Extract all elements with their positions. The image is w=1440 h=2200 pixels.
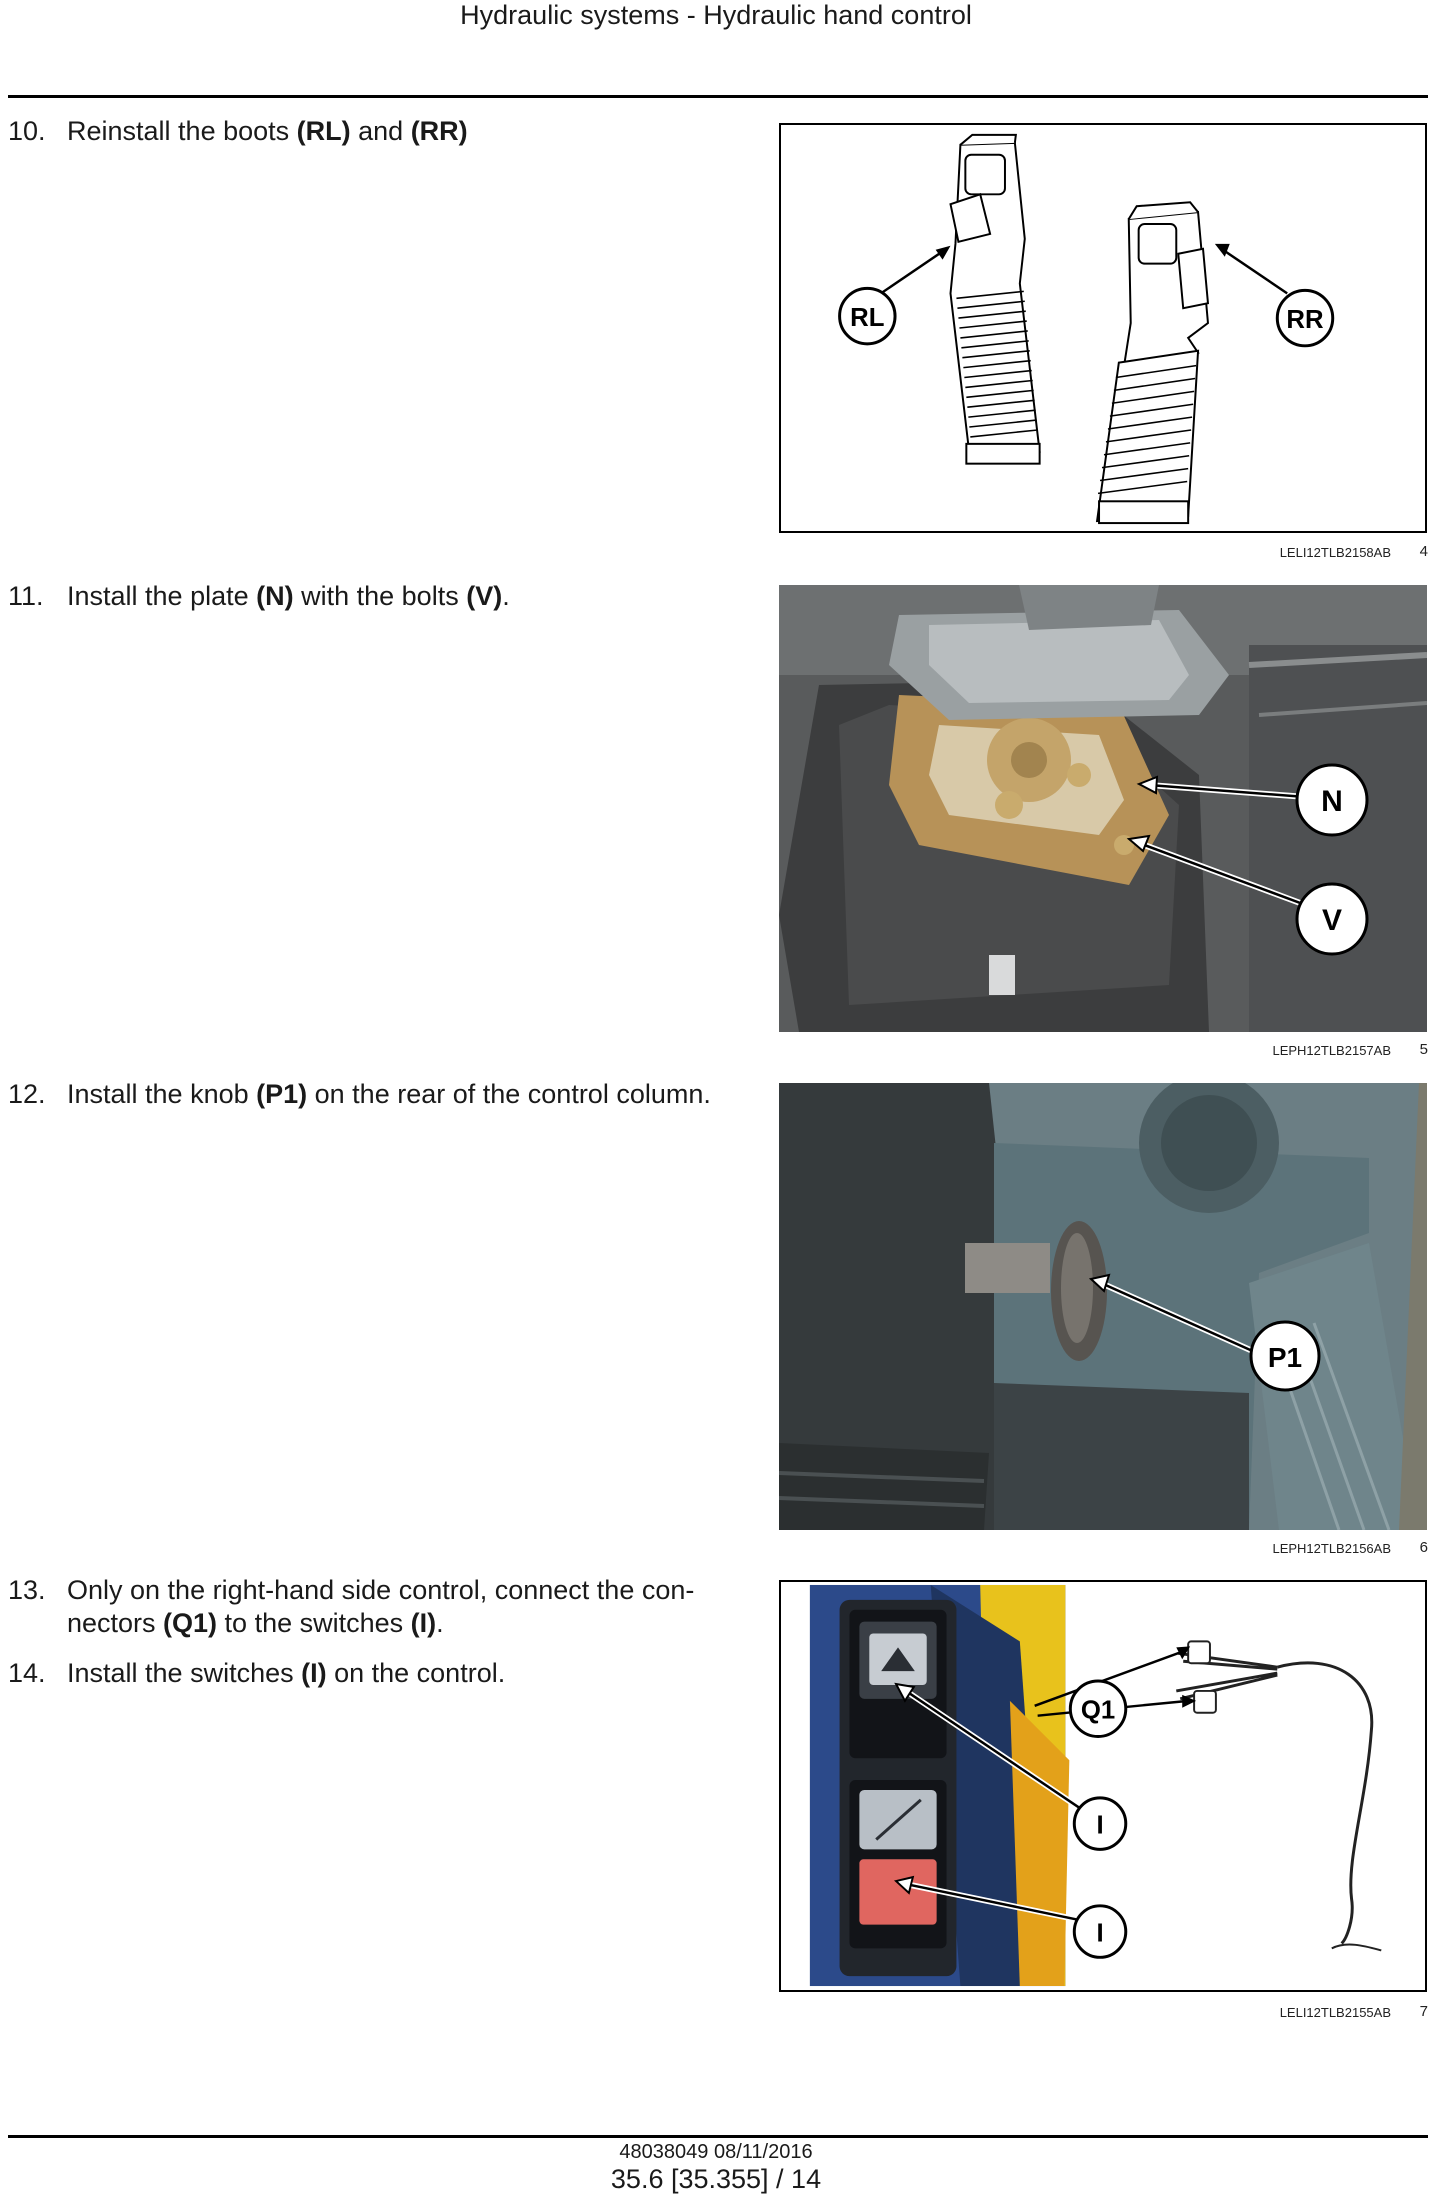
footer-document-id: 48038049 08/11/2016 [619,2141,813,2163]
figure-code: LELI12TLB2158AB [1279,545,1391,560]
figure-plate-photo [779,585,1427,1032]
figure-code: LEPH12TLB2157AB [1272,1043,1391,1058]
callout-N [1297,765,1367,835]
callout-V [1297,884,1367,954]
svg-text:P1: P1 [1267,1342,1303,1373]
page-header-title: Hydraulic systems - Hydraulic hand control [460,0,972,30]
svg-text:I: I [1096,1811,1104,1840]
figure-number: 5 [1419,1041,1428,1058]
step-text: Install the switches (I) on the control. [67,1658,506,1688]
callout-Q1 [1070,1681,1125,1736]
step-text: Install the plate (N) with the bolts (V). [67,581,510,611]
figure-switches [779,1580,1427,1992]
step-number: 10. [8,116,46,146]
header-rule [8,95,1428,98]
switches-illustration [781,1582,1425,1990]
plate-photo [779,585,1427,1032]
boots-illustration [781,125,1425,531]
svg-text:I: I [1096,1919,1104,1948]
svg-text:Q1: Q1 [1080,1696,1116,1725]
svg-text:V: V [1321,904,1343,937]
svg-text:RR: RR [1286,306,1324,334]
figure-number: 6 [1419,1539,1428,1556]
svg-text:RL: RL [850,304,885,333]
callout-I-upper [1074,1798,1125,1849]
callout-P1 [1251,1322,1319,1390]
figure-code: LEPH12TLB2156AB [1272,1541,1391,1556]
svg-text:N: N [1321,785,1343,818]
callout-RL [840,288,895,343]
callout-RR [1277,290,1332,345]
step-number: 11. [8,581,44,611]
figure-number: 7 [1419,2003,1428,2020]
footer-page-number: 35.6 [35.355] / 14 [610,2164,822,2194]
step-number: 13. [8,1575,46,1605]
figure-code: LELI12TLB2155AB [1279,2005,1391,2020]
figure-knob-photo [779,1083,1427,1530]
callout-I-lower [1074,1906,1125,1957]
knob-photo [779,1083,1427,1530]
step-number: 12. [8,1079,46,1109]
step-number: 14. [8,1658,46,1688]
step-text: Install the knob (P1) on the rear of the control column. [67,1079,711,1109]
figure-number: 4 [1419,543,1428,560]
figure-boots-drawing [779,123,1427,533]
step-text: Reinstall the boots (RL) and (RR) [67,116,468,146]
step-text: Only on the right-hand side control, connect the con- nectors (Q1) to the switches (I). [67,1575,695,1638]
footer-rule [8,2135,1428,2138]
